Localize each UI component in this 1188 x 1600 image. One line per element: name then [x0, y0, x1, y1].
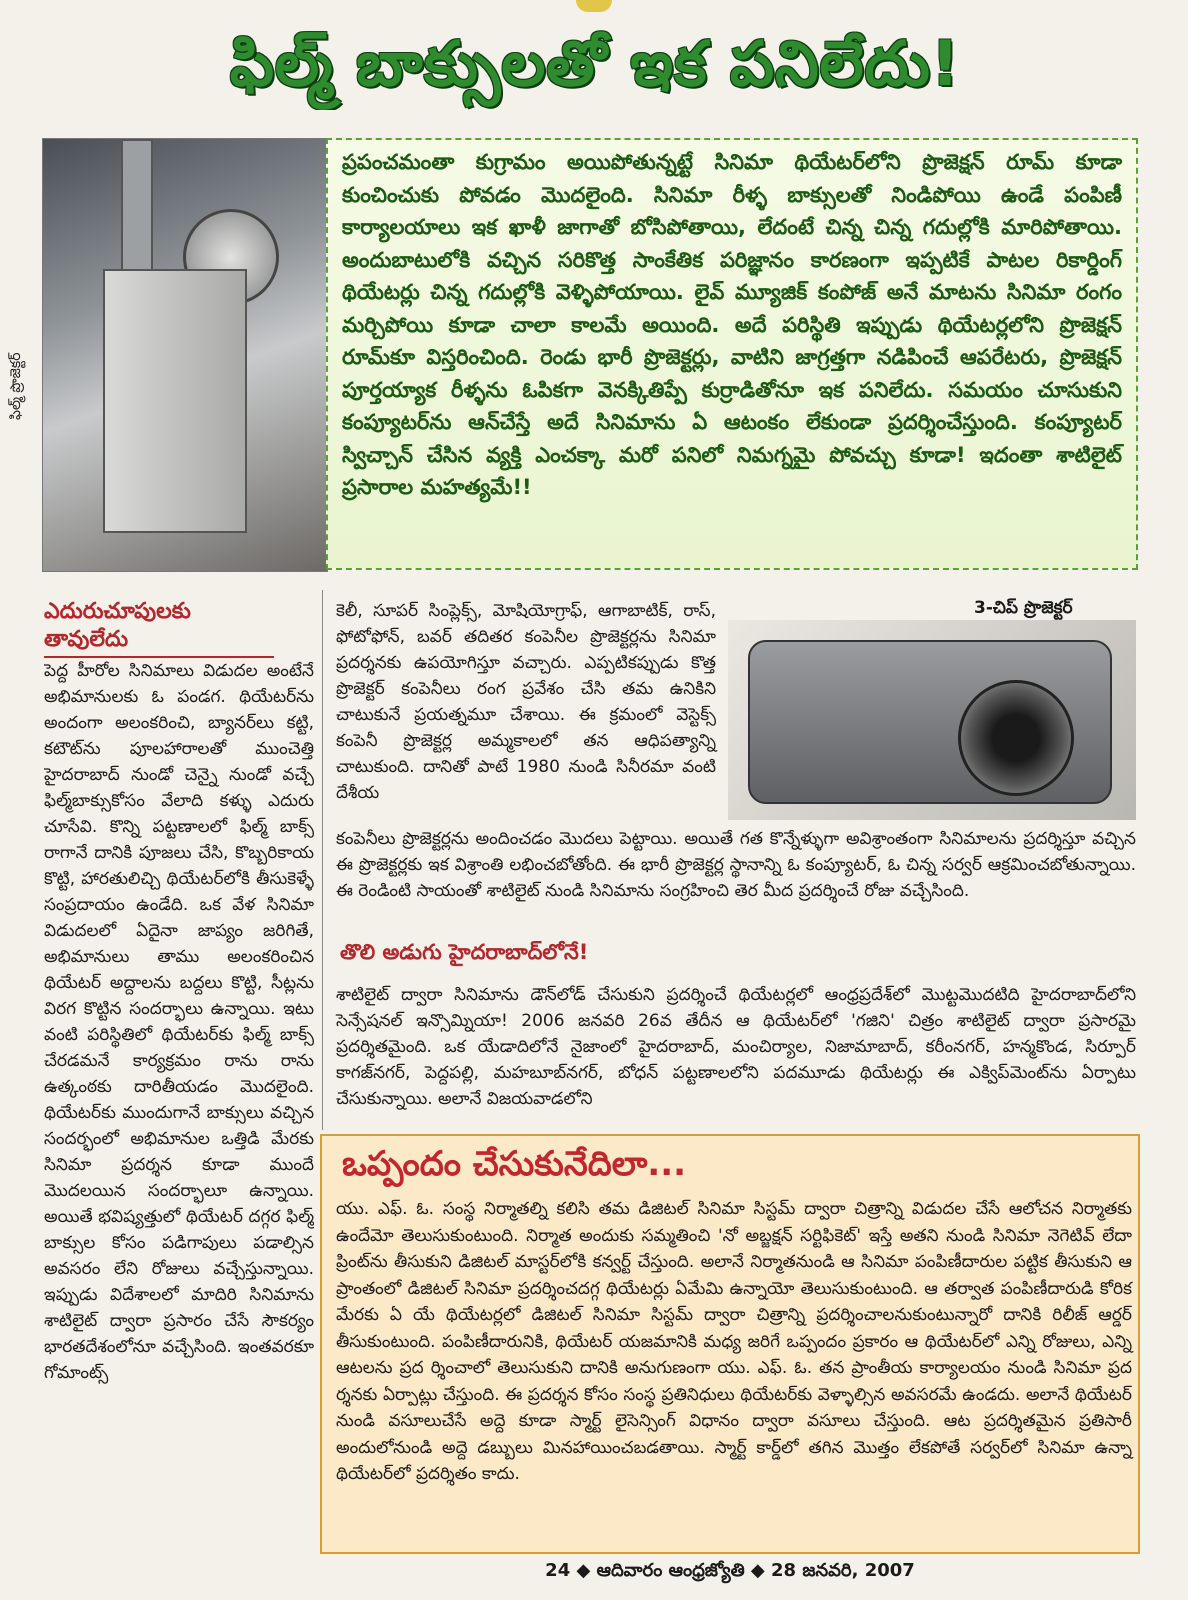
sub-heading-hyderabad: తొలి అడుగు హైదరాబాద్‌లోనే!: [340, 940, 589, 964]
agreement-text: యు. ఎఫ్. ఓ. సంస్థ నిర్మాతల్ని కలిసి తమ డిజిటల్ సినిమా సిస్టమ్ ద్వారా చిత్రాన్ని విడుదల చేసే ఆలోచన నిర్మాతకు ఉందేమో తెలుసుకుంటుంది. నిర్మాత అందుకు సమ్మతించి 'నో అబ్జక్షన్ సర్టిఫికెట్' ఇస్తే అతని నుండి సినిమా నెగెటివ్ లేదా ప్రింట్‌ను తీసుకుని డిజిటల్ మాస్టర్‌లోకి కన్వర్ట్ చేస్తుంది. అలానే నిర్మాతనుండి ఆ సినిమా పంపిణీదారుల పట్టిక తీసుకుని ఆ ప్రాంతంలో డిజిటల్ సినిమా ప్రదర్శించదగ్గ థియేటర్లు ఏమేమి ఉన్నాయో తెలుసుకుంటుంది. ఆ తర్వాత పంపిణీదారుడి కోరిక మేరకు ఏ యే థియేటర్లలో డిజిటల్ సినిమా సిస్టమ్ ద్వారా చిత్రాన్ని ప్రదర్శించాలనుకుంటున్నారో దానికి రిలీజ్ ఆర్డర్ తీసుకుంటుంది. పంపిణీదారునికి, థియేటర్ యజమానికి మధ్య జరిగే ఒప్పందం ప్రకారం ఆ థియేటర్‌లో ఎన్ని రోజులు, ఎన్ని ఆటలను ప్రద ర్శించాలో తెలుసుకుని దానికి అనుగుణంగా యు. ఎఫ్. ఓ. తన ప్రాంతీయ కార్యాలయం నుండి సినిమా ప్రద ర్శనకు ఏర్పాట్లు చేస్తుంది. ఈ ప్రదర్శన కోసం సంస్థ ప్రతినిధులు థియేటర్‌కు వెళ్ళాల్సిన అవసరమే ఉండదు. అలానే థియేటర్ నుండి వసూలుచేసే అద్దె కూడా స్మార్ట్ లైసెన్సింగ్ విధానం ద్వారా వసూలు చేస్తుంది. ఆట ప్రదర్శితమైన ప్రతిసారీ అందులోనుండి అద్దె డబ్బులు మినహాయించబడతాయి. స్మార్ట్ కార్డ్‌లో తగిన మొత్తం లేకపోతే సర్వర్‌లో సినిమా ఉన్నా థియేటర్‌లో ప్రదర్శితం కాదు.: [336, 1199, 1132, 1484]
photo1-caption: ఫిల్మ్ ప్రొజెక్టర్: [8, 352, 24, 420]
projector-lamphouse-pipe: [121, 139, 153, 283]
intro-box: [326, 138, 1138, 570]
masthead-emblem: [576, 0, 612, 12]
column-divider: [322, 590, 323, 1130]
mid-text: కెలీ, సూపర్ సింప్లెక్స్, మోషియోగ్రాఫ్, ఆగాబాటిక్, రాస్, ఫోటోఫోన్, బవర్ తదితర కంపెనీల ప్రొజెక్టర్లను సినిమా ప్రదర్శనకు ఉపయోగిస్తూ వచ్చారు. ఎప్పటికప్పుడు కొత్త ప్రొజెక్టర్ కంపెనీలు రంగ ప్రవేశం చేసి తమ ఉనికిని చాటుకునే ప్రయత్నమూ చేశాయి. ఈ క్రమంలో వెస్టెక్స్ కంపెనీ ప్రొజెక్టర్ల అమ్మకాలలో తన ఆధిపత్యాన్ని చాటుకుంది. దానితో పాటే 1980 నుండి సినీరమా వంటి దేశీయ: [336, 601, 716, 803]
side-text: పెద్ద హీరోల సినిమాలు విడుదల అంటేనే అభిమానులకు ఓ పండగ. థియేటర్‌ను అందంగా అలంకరించి, బ్యానర్‌లు కట్టి, కటౌట్‌ను పూలహారాలతో ముంచెత్తి హైదరాబాద్ నుండో చెన్నై నుండో వచ్చే ఫిల్మ్‌బాక్సుకోసం వేలాది కళ్ళు ఎదురు చూసేవి. కొన్ని పట్టణాలలో ఫిల్మ్ బాక్స్ రాగానే దానికి పూజలు చేసి, కొబ్బరికాయ కొట్టి, హారతులిచ్చి థియేటర్‌లోకి తీసుకెళ్ళే సంప్రదాయం ఉండేది. ఒక వేళ సినిమా విడుదలలో ఏదైనా జాప్యం జరిగితే, అభిమానులు తాము అలంకరించిన థియేటర్ అద్దాలను బద్దలు కొట్టి, సీట్లను విరగ కొట్టిన సందర్భాలు ఉన్నాయి. ఇటు వంటి పరిస్థితిలో థియేటర్‌కు ఫిల్మ్ బాక్స్ చేరడమనే కార్యక్రమం రాను రాను ఉత్కంఠకు దారితీయడం మొదలైంది. థియేటర్‌కు ముందుగానే బాక్సులు వచ్చిన సందర్భంలో అభిమానుల ఒత్తిడి మేరకు సినిమా ప్రదర్శన కూడా ముందే మొదలయిన సందర్భాలూ ఉన్నాయి. అయితే భవిష్యత్తులో థియేటర్ దగ్గర ఫిల్మ్ బాక్సుల కోసం పడిగాపులు పడాల్సిన అవసరం లేని రోజులు వచ్చేస్తున్నాయి. ఇప్పుడు విదేశాలలో మాదిరి సినిమాను శాటిలైట్ ద్వారా ప్రసారం చేసే సౌకర్యం భారతదేశంలోనూ వచ్చేసింది. ఇంతవరకూ గోమాంట్స్: [44, 661, 314, 1383]
three-chip-projector-photo: [728, 620, 1136, 820]
projector-body: [103, 269, 247, 533]
agreement-heading: ఒప్పందం చేసుకునేదిలా...: [342, 1144, 687, 1184]
photo2-caption: 3-చిప్ ప్రొజెక్టర్: [974, 598, 1073, 618]
wide-text-hyderabad: శాటిలైట్ ద్వారా సినిమాను డౌన్‌లోడ్ చేసుకుని ప్రదర్శించే థియేటర్లలో ఆంధ్రప్రదేశ్‌లో మొట్టమొదటిది హైదరాబాద్‌లోని సెన్సేషనల్ ఇన్సొమ్నియా! 2006 జనవరి 26వ తేదీన ఆ థియేటర్‌లో 'గజిని' చిత్రం శాటిలైట్ ద్వారా ప్రసారమై ప్రదర్శితమైంది. ఒక యేడాదిలోనే నైజాంలో హైదరాబాద్, మంచిర్యాల, నిజామాబాద్, కరీంనగర్, హన్మకొండ, సిర్పూర్ కాగజ్‌నగర్, పెద్దపల్లి, మహబూబ్‌నగర్, బోధన్ పట్టణాలలోని పదమూడు థియేటర్లు ఈ ఎక్విప్‌మెంట్‌ను ఏర్పాటు చేసుకున్నాయి. అలానే విజయవాడలోని: [336, 985, 1136, 1109]
intro-text: ప్రపంచమంతా కుగ్రామం అయిపోతున్నట్టే సినిమా థియేటర్‌లోని ప్రొజెక్షన్ రూమ్ కూడా కుంచించుకు పోవడం మొదలైంది. సినిమా రీళ్ళ బాక్సులతో నిండిపోయి ఉండే పంపిణీ కార్యాలయాలు ఇక ఖాళీ జాగాతో బోసిపోతాయి, లేదంటే చిన్న చిన్న గదుల్లోకి మారిపోతాయి. అందుబాటులోకి వచ్చిన సరికొత్త సాంకేతిక పరిజ్ఞానం కారణంగా ఇప్పటికే పాటల రికార్డింగ్ థియేటర్లు చిన్న గదుల్లోకి వెళ్ళిపోయాయి. లైవ్ మ్యూజిక్ కంపోజ్ అనే మాటను సినిమా రంగం మర్చిపోయి కూడా చాలా కాలమే అయింది. అదే పరిస్థితి ఇప్పుడు థియేటర్లలోని ప్రొజెక్షన్ రూమ్‌కూ విస్తరించింది. రెండు భారీ ప్రొజెక్టర్లు, వాటిని జాగ్రత్తగా నడిపించే ఆపరేటరు, ప్రొజెక్షన్ పూర్తయ్యాక రీళ్ళను ఓపికగా వెనక్కితిప్పే కుర్రాడితోనూ ఇక పనిలేదు. సమయం చూసుకుని కంప్యూటర్‌ను ఆన్‌చేస్తే అదే సినిమాను ఏ ఆటంకం లేకుండా ప్రదర్శించేస్తుంది. కంప్యూటర్ స్విచ్చాన్ చేసిన వ్యక్తి ఎంచక్కా మరో పనిలో నిమగ్నమై పోవచ్చు కూడా! ఇదంతా శాటిలైట్ ప్రసారాల మహత్యమే!!: [342, 150, 1122, 499]
headline: ఫిల్మ్ బాక్సులతో ఇక పనిలేదు!: [229, 27, 961, 100]
projector-lens: [958, 680, 1074, 796]
side-heading: ఎదురుచూపులకు తావులేదు: [44, 598, 274, 658]
page-folio: 24 ◆ ఆదివారం ఆంధ్రజ్యోతి ◆ 28 జనవరి, 2007: [545, 1560, 915, 1581]
wide-text: కంపెనీలు ప్రొజెక్టర్లను అందించడం మొదలు పెట్టాయి. అయితే గత కొన్నేళ్ళుగా అవిశ్రాంతంగా సినిమాలను ప్రదర్శిస్తూ వచ్చిన ఈ ప్రొజెక్టర్లకు ఇక విశ్రాంతి లభించబోతోంది. ఈ భారీ ప్రొజెక్టర్ల స్థానాన్ని ఓ కంప్యూటర్, ఓ చిన్న సర్వర్ ఆక్రమించబోతున్నాయి. ఈ రెండింటి సాయంతో శాటిలైట్ నుండి సినిమాను సంగ్రహించి తెర మీద ప్రదర్శించే రోజు వచ్చేసింది.: [336, 829, 1136, 901]
film-projector-photo: [42, 138, 328, 572]
